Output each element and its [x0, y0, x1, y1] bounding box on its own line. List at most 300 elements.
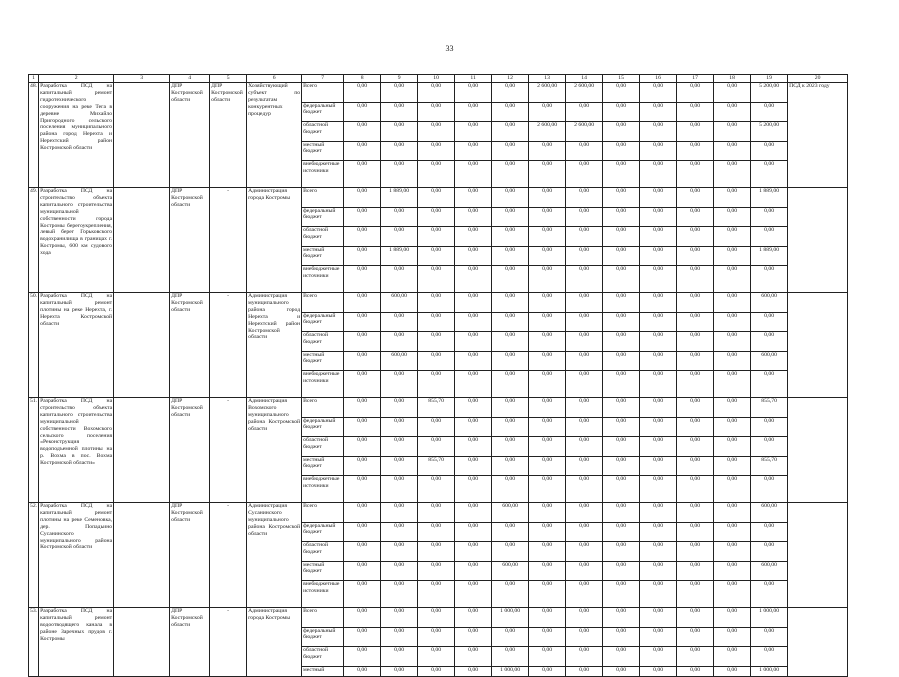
- amount-cell: 0,00: [677, 581, 714, 608]
- amount-cell: 0,00: [455, 293, 492, 313]
- funding-source: внебюджетные источники: [302, 476, 344, 503]
- amount-cell: 0,00: [381, 608, 418, 628]
- amount-cell: 0,00: [455, 542, 492, 562]
- amount-cell: 0,00: [566, 351, 603, 371]
- row-number: 48.: [29, 83, 39, 188]
- funding-source: местный бюджет: [302, 561, 344, 581]
- amount-cell: 0,00: [344, 398, 381, 418]
- column-number-3: 3: [114, 75, 170, 83]
- amount-cell: 0,00: [418, 437, 455, 457]
- amount-cell: 0,00: [566, 627, 603, 647]
- amount-cell: 0,00: [381, 332, 418, 352]
- amount-cell: 0,00: [677, 398, 714, 418]
- empty-cell: [114, 398, 170, 503]
- amount-cell: 0,00: [344, 542, 381, 562]
- amount-cell: 0,00: [714, 437, 751, 457]
- measure-name: Разработка ПСД на капитальный ремонт водоотводящего канала в районе Заречных прудов г. Костромы: [39, 608, 114, 677]
- column-number-13: 13: [529, 75, 566, 83]
- amount-cell: 0,00: [751, 332, 788, 352]
- amount-cell: 0,00: [640, 666, 677, 676]
- amount-cell: 0,00: [566, 371, 603, 398]
- column-number-19: 19: [751, 75, 788, 83]
- funding-source: Всего: [302, 608, 344, 628]
- amount-cell: 0,00: [492, 83, 529, 103]
- amount-cell: 0,00: [381, 266, 418, 293]
- table-row: [29, 83, 848, 103]
- amount-cell: 0,00: [566, 227, 603, 247]
- amount-cell: 0,00: [603, 437, 640, 457]
- amount-cell: 0,00: [455, 351, 492, 371]
- amount-cell: 0,00: [714, 581, 751, 608]
- amount-cell: 0,00: [455, 476, 492, 503]
- amount-cell: 0,00: [751, 312, 788, 332]
- amount-cell: 0,00: [603, 141, 640, 161]
- amount-cell: 0,00: [344, 503, 381, 523]
- amount-cell: 0,00: [640, 456, 677, 476]
- funding-source: областной бюджет: [302, 332, 344, 352]
- amount-cell: 0,00: [455, 503, 492, 523]
- amount-cell: 0,00: [418, 266, 455, 293]
- empty-cell: [114, 503, 170, 608]
- amount-cell: 0,00: [603, 522, 640, 542]
- amount-cell: 600,00: [381, 293, 418, 313]
- amount-cell: 0,00: [455, 227, 492, 247]
- amount-cell: 0,00: [455, 627, 492, 647]
- amount-cell: 1 000,00: [751, 608, 788, 628]
- amount-cell: 0,00: [603, 207, 640, 227]
- amount-cell: 0,00: [677, 371, 714, 398]
- row-number: 49.: [29, 188, 39, 293]
- row-number: 53.: [29, 608, 39, 677]
- amount-cell: 0,00: [603, 83, 640, 103]
- amount-cell: 0,00: [381, 542, 418, 562]
- amount-cell: 0,00: [714, 417, 751, 437]
- amount-cell: 0,00: [344, 293, 381, 313]
- amount-cell: 0,00: [566, 417, 603, 437]
- amount-cell: 0,00: [344, 188, 381, 208]
- amount-cell: 0,00: [381, 227, 418, 247]
- amount-cell: 0,00: [603, 227, 640, 247]
- amount-cell: 0,00: [603, 666, 640, 676]
- amount-cell: 0,00: [492, 417, 529, 437]
- amount-cell: 0,00: [566, 161, 603, 188]
- amount-cell: 0,00: [751, 227, 788, 247]
- amount-cell: 0,00: [344, 207, 381, 227]
- amount-cell: 600,00: [492, 561, 529, 581]
- amount-cell: 0,00: [492, 581, 529, 608]
- funding-source: внебюджетные источники: [302, 581, 344, 608]
- empty-cell: [114, 293, 170, 398]
- amount-cell: 0,00: [566, 647, 603, 667]
- amount-cell: 0,00: [714, 398, 751, 418]
- row-number: 51.: [29, 398, 39, 503]
- participant: Хозяйствующий субъект по результатам конкурентных процедур: [247, 83, 302, 188]
- measure-name: Разработка ПСД на капитальный ремонт плотины на реке Нерехта, г. Нерехта Костромской области: [39, 293, 114, 398]
- column-number-18: 18: [714, 75, 751, 83]
- amount-cell: 0,00: [714, 666, 751, 676]
- amount-cell: 0,00: [751, 161, 788, 188]
- funding-source: областной бюджет: [302, 437, 344, 457]
- funding-source: Всего: [302, 398, 344, 418]
- amount-cell: 0,00: [751, 141, 788, 161]
- amount-cell: 0,00: [566, 608, 603, 628]
- amount-cell: 0,00: [714, 207, 751, 227]
- funding-source: местный бюджет: [302, 456, 344, 476]
- amount-cell: 0,00: [344, 627, 381, 647]
- amount-cell: 0,00: [492, 266, 529, 293]
- amount-cell: 0,00: [566, 188, 603, 208]
- amount-cell: 0,00: [603, 608, 640, 628]
- empty-cell: [114, 188, 170, 293]
- amount-cell: 0,00: [603, 503, 640, 523]
- amount-cell: 0,00: [640, 332, 677, 352]
- amount-cell: 0,00: [492, 207, 529, 227]
- amount-cell: 0,00: [529, 227, 566, 247]
- amount-cell: 0,00: [455, 122, 492, 142]
- amount-cell: 0,00: [418, 293, 455, 313]
- amount-cell: 0,00: [640, 246, 677, 266]
- row-number: 52.: [29, 503, 39, 608]
- column-number-11: 11: [455, 75, 492, 83]
- amount-cell: 0,00: [492, 312, 529, 332]
- amount-cell: 0,00: [344, 227, 381, 247]
- amount-cell: 0,00: [344, 83, 381, 103]
- amount-cell: 0,00: [418, 246, 455, 266]
- responsible-executor: ДПР Костромской области: [170, 398, 210, 503]
- column-number-5: 5: [210, 75, 247, 83]
- amount-cell: 0,00: [603, 627, 640, 647]
- funding-source: федеральный бюджет: [302, 207, 344, 227]
- amount-cell: 0,00: [381, 83, 418, 103]
- amount-cell: 0,00: [566, 141, 603, 161]
- co-executor: ДПР Костромской области: [210, 83, 247, 188]
- amount-cell: 0,00: [751, 476, 788, 503]
- participant: Администрация города Костромы: [247, 608, 302, 677]
- amount-cell: 855,70: [418, 398, 455, 418]
- amount-cell: 0,00: [492, 647, 529, 667]
- amount-cell: 0,00: [381, 398, 418, 418]
- funding-source: местный бюджет: [302, 351, 344, 371]
- amount-cell: 0,00: [566, 503, 603, 523]
- amount-cell: 0,00: [381, 581, 418, 608]
- amount-cell: 0,00: [492, 293, 529, 313]
- amount-cell: 0,00: [714, 161, 751, 188]
- amount-cell: 855,70: [751, 456, 788, 476]
- amount-cell: 0,00: [603, 246, 640, 266]
- amount-cell: 1 889,00: [751, 246, 788, 266]
- amount-cell: 0,00: [344, 666, 381, 676]
- amount-cell: 0,00: [677, 141, 714, 161]
- empty-cell: [114, 608, 170, 677]
- amount-cell: 0,00: [381, 647, 418, 667]
- amount-cell: 0,00: [418, 647, 455, 667]
- amount-cell: 0,00: [455, 608, 492, 628]
- amount-cell: 0,00: [529, 666, 566, 676]
- amount-cell: 855,70: [418, 456, 455, 476]
- amount-cell: 0,00: [418, 476, 455, 503]
- amount-cell: 0,00: [751, 371, 788, 398]
- amount-cell: 0,00: [344, 141, 381, 161]
- amount-cell: 0,00: [640, 266, 677, 293]
- amount-cell: 0,00: [381, 666, 418, 676]
- amount-cell: 0,00: [492, 227, 529, 247]
- amount-cell: 0,00: [418, 666, 455, 676]
- amount-cell: 0,00: [418, 627, 455, 647]
- amount-cell: 0,00: [640, 161, 677, 188]
- amount-cell: 0,00: [603, 417, 640, 437]
- table-row: [29, 293, 848, 313]
- amount-cell: 0,00: [714, 293, 751, 313]
- funding-source: федеральный бюджет: [302, 522, 344, 542]
- amount-cell: 0,00: [566, 398, 603, 418]
- column-number-15: 15: [603, 75, 640, 83]
- amount-cell: 0,00: [344, 102, 381, 122]
- amount-cell: 0,00: [492, 437, 529, 457]
- amount-cell: 0,00: [640, 122, 677, 142]
- amount-cell: 0,00: [418, 83, 455, 103]
- amount-cell: 0,00: [640, 647, 677, 667]
- amount-cell: 0,00: [751, 627, 788, 647]
- amount-cell: 0,00: [640, 522, 677, 542]
- amount-cell: 0,00: [603, 122, 640, 142]
- table-header: [29, 75, 848, 83]
- amount-cell: 0,00: [714, 102, 751, 122]
- amount-cell: 0,00: [418, 227, 455, 247]
- amount-cell: 0,00: [603, 312, 640, 332]
- amount-cell: 0,00: [566, 476, 603, 503]
- amount-cell: 0,00: [677, 161, 714, 188]
- amount-cell: 0,00: [714, 141, 751, 161]
- funding-source: федеральный бюджет: [302, 417, 344, 437]
- amount-cell: 0,00: [640, 627, 677, 647]
- amount-cell: 0,00: [344, 122, 381, 142]
- amount-cell: 0,00: [714, 476, 751, 503]
- funding-source: федеральный бюджет: [302, 312, 344, 332]
- table-body: [29, 83, 848, 677]
- responsible-executor: ДПР Костромской области: [170, 608, 210, 677]
- amount-cell: 0,00: [492, 398, 529, 418]
- amount-cell: 0,00: [381, 503, 418, 523]
- responsible-executor: ДПР Костромской области: [170, 503, 210, 608]
- amount-cell: 0,00: [677, 246, 714, 266]
- amount-cell: 0,00: [714, 503, 751, 523]
- amount-cell: 0,00: [344, 371, 381, 398]
- amount-cell: 0,00: [714, 332, 751, 352]
- amount-cell: 0,00: [455, 647, 492, 667]
- amount-cell: 0,00: [455, 666, 492, 676]
- column-number-6: 6: [247, 75, 302, 83]
- amount-cell: 0,00: [381, 627, 418, 647]
- amount-cell: 0,00: [344, 581, 381, 608]
- amount-cell: 0,00: [344, 647, 381, 667]
- amount-cell: 0,00: [381, 437, 418, 457]
- amount-cell: 0,00: [714, 647, 751, 667]
- amount-cell: 0,00: [455, 398, 492, 418]
- amount-cell: 0,00: [344, 417, 381, 437]
- amount-cell: 0,00: [603, 647, 640, 667]
- amount-cell: 0,00: [529, 627, 566, 647]
- column-number-row: [29, 75, 848, 83]
- amount-cell: 0,00: [455, 437, 492, 457]
- amount-cell: 0,00: [714, 227, 751, 247]
- amount-cell: 0,00: [529, 312, 566, 332]
- amount-cell: 0,00: [566, 542, 603, 562]
- amount-cell: 1 889,00: [751, 188, 788, 208]
- amount-cell: 5 200,00: [751, 83, 788, 103]
- amount-cell: 0,00: [566, 666, 603, 676]
- amount-cell: 0,00: [677, 122, 714, 142]
- funding-source: федеральный бюджет: [302, 102, 344, 122]
- amount-cell: 0,00: [677, 207, 714, 227]
- amount-cell: 0,00: [714, 246, 751, 266]
- note-cell: ПСД к 2023 году: [788, 83, 848, 188]
- table-row: [29, 503, 848, 523]
- amount-cell: 855,70: [751, 398, 788, 418]
- amount-cell: 0,00: [677, 188, 714, 208]
- measure-name: Разработка ПСД на капитальный ремонт гидротехнического сооружения на реке Тега в деревне Михайло Пригородного сельского поселения муниципального района город Нерехта и Нерехтский район Костромской области: [39, 83, 114, 188]
- amount-cell: 0,00: [640, 351, 677, 371]
- amount-cell: 0,00: [677, 102, 714, 122]
- amount-cell: 0,00: [529, 476, 566, 503]
- amount-cell: 0,00: [677, 312, 714, 332]
- amount-cell: 0,00: [640, 581, 677, 608]
- amount-cell: 0,00: [344, 608, 381, 628]
- amount-cell: 0,00: [418, 371, 455, 398]
- funding-source: внебюджетные источники: [302, 161, 344, 188]
- amount-cell: 0,00: [603, 161, 640, 188]
- amount-cell: 0,00: [566, 332, 603, 352]
- amount-cell: 0,00: [418, 522, 455, 542]
- amount-cell: 0,00: [566, 581, 603, 608]
- table-row: [29, 398, 848, 418]
- amount-cell: 0,00: [492, 351, 529, 371]
- amount-cell: 0,00: [640, 398, 677, 418]
- amount-cell: 0,00: [344, 351, 381, 371]
- amount-cell: 0,00: [344, 561, 381, 581]
- amount-cell: 1 000,00: [751, 666, 788, 676]
- amount-cell: 0,00: [566, 266, 603, 293]
- amount-cell: 0,00: [381, 522, 418, 542]
- participant: Администрация Вохомского муниципального района Костромской области: [247, 398, 302, 503]
- measure-name: Разработка ПСД на строительство объекта капитального строительства муниципальной собственности Вохомского сельского поселения «Реконструкция водоподъемной плотины на р. Вохма в пос. Вохма Костромской области»: [39, 398, 114, 503]
- amount-cell: 0,00: [455, 417, 492, 437]
- amount-cell: 0,00: [714, 312, 751, 332]
- amount-cell: 0,00: [529, 293, 566, 313]
- amount-cell: 0,00: [492, 456, 529, 476]
- amount-cell: 0,00: [492, 627, 529, 647]
- amount-cell: 0,00: [751, 266, 788, 293]
- funding-source: областной бюджет: [302, 122, 344, 142]
- column-number-12: 12: [492, 75, 529, 83]
- amount-cell: 0,00: [714, 522, 751, 542]
- amount-cell: 0,00: [640, 476, 677, 503]
- amount-cell: 0,00: [603, 456, 640, 476]
- amount-cell: 0,00: [381, 207, 418, 227]
- amount-cell: 0,00: [677, 266, 714, 293]
- amount-cell: 0,00: [381, 371, 418, 398]
- amount-cell: 0,00: [640, 371, 677, 398]
- amount-cell: 0,00: [344, 312, 381, 332]
- amount-cell: 0,00: [344, 332, 381, 352]
- amount-cell: 0,00: [529, 417, 566, 437]
- amount-cell: 0,00: [455, 161, 492, 188]
- amount-cell: 0,00: [418, 102, 455, 122]
- funding-source: местный: [302, 666, 344, 676]
- amount-cell: 0,00: [492, 141, 529, 161]
- amount-cell: 0,00: [566, 522, 603, 542]
- amount-cell: 0,00: [455, 332, 492, 352]
- amount-cell: 0,00: [455, 581, 492, 608]
- amount-cell: 0,00: [381, 312, 418, 332]
- amount-cell: 1 000,00: [492, 666, 529, 676]
- amount-cell: 0,00: [714, 456, 751, 476]
- amount-cell: 0,00: [455, 456, 492, 476]
- amount-cell: 0,00: [529, 332, 566, 352]
- amount-cell: 0,00: [640, 561, 677, 581]
- amount-cell: 0,00: [751, 417, 788, 437]
- funding-source: Всего: [302, 83, 344, 103]
- amount-cell: 2 600,00: [529, 122, 566, 142]
- amount-cell: 0,00: [714, 542, 751, 562]
- amount-cell: 0,00: [529, 161, 566, 188]
- amount-cell: 0,00: [418, 207, 455, 227]
- amount-cell: 0,00: [344, 522, 381, 542]
- funding-source: областной бюджет: [302, 227, 344, 247]
- column-number-20: 20: [788, 75, 848, 83]
- amount-cell: 0,00: [529, 246, 566, 266]
- amount-cell: 0,00: [418, 188, 455, 208]
- amount-cell: 600,00: [492, 503, 529, 523]
- amount-cell: 0,00: [344, 437, 381, 457]
- amount-cell: 0,00: [418, 161, 455, 188]
- amount-cell: 0,00: [455, 266, 492, 293]
- amount-cell: 0,00: [529, 398, 566, 418]
- amount-cell: 0,00: [714, 351, 751, 371]
- amount-cell: 0,00: [751, 437, 788, 457]
- amount-cell: 0,00: [603, 476, 640, 503]
- measure-name: Разработка ПСД на капитальный ремонт плотины на реке Семеновка, дер. Попадьино Сусанинского муниципального района Костромской области: [39, 503, 114, 608]
- funding-source: местный бюджет: [302, 246, 344, 266]
- amount-cell: 0,00: [344, 246, 381, 266]
- amount-cell: 0,00: [381, 561, 418, 581]
- amount-cell: 0,00: [640, 102, 677, 122]
- column-number-14: 14: [566, 75, 603, 83]
- amount-cell: 0,00: [492, 161, 529, 188]
- amount-cell: 0,00: [677, 437, 714, 457]
- amount-cell: 0,00: [529, 503, 566, 523]
- note-cell: [788, 608, 848, 677]
- amount-cell: 0,00: [529, 561, 566, 581]
- amount-cell: 0,00: [344, 266, 381, 293]
- amount-cell: 0,00: [566, 102, 603, 122]
- amount-cell: 0,00: [603, 188, 640, 208]
- amount-cell: 0,00: [529, 542, 566, 562]
- funding-source: областной бюджет: [302, 647, 344, 667]
- participant: Администрация муниципального района город Нерехта и Нерехтский район Костромской области: [247, 293, 302, 398]
- amount-cell: 0,00: [381, 102, 418, 122]
- amount-cell: 0,00: [714, 371, 751, 398]
- amount-cell: 600,00: [751, 561, 788, 581]
- amount-cell: 0,00: [529, 102, 566, 122]
- co-executor: -: [210, 608, 247, 677]
- amount-cell: 0,00: [751, 542, 788, 562]
- amount-cell: 0,00: [677, 351, 714, 371]
- column-number-7: 7: [302, 75, 344, 83]
- amount-cell: 0,00: [677, 608, 714, 628]
- amount-cell: 0,00: [603, 542, 640, 562]
- amount-cell: 0,00: [714, 561, 751, 581]
- funding-source: областной бюджет: [302, 542, 344, 562]
